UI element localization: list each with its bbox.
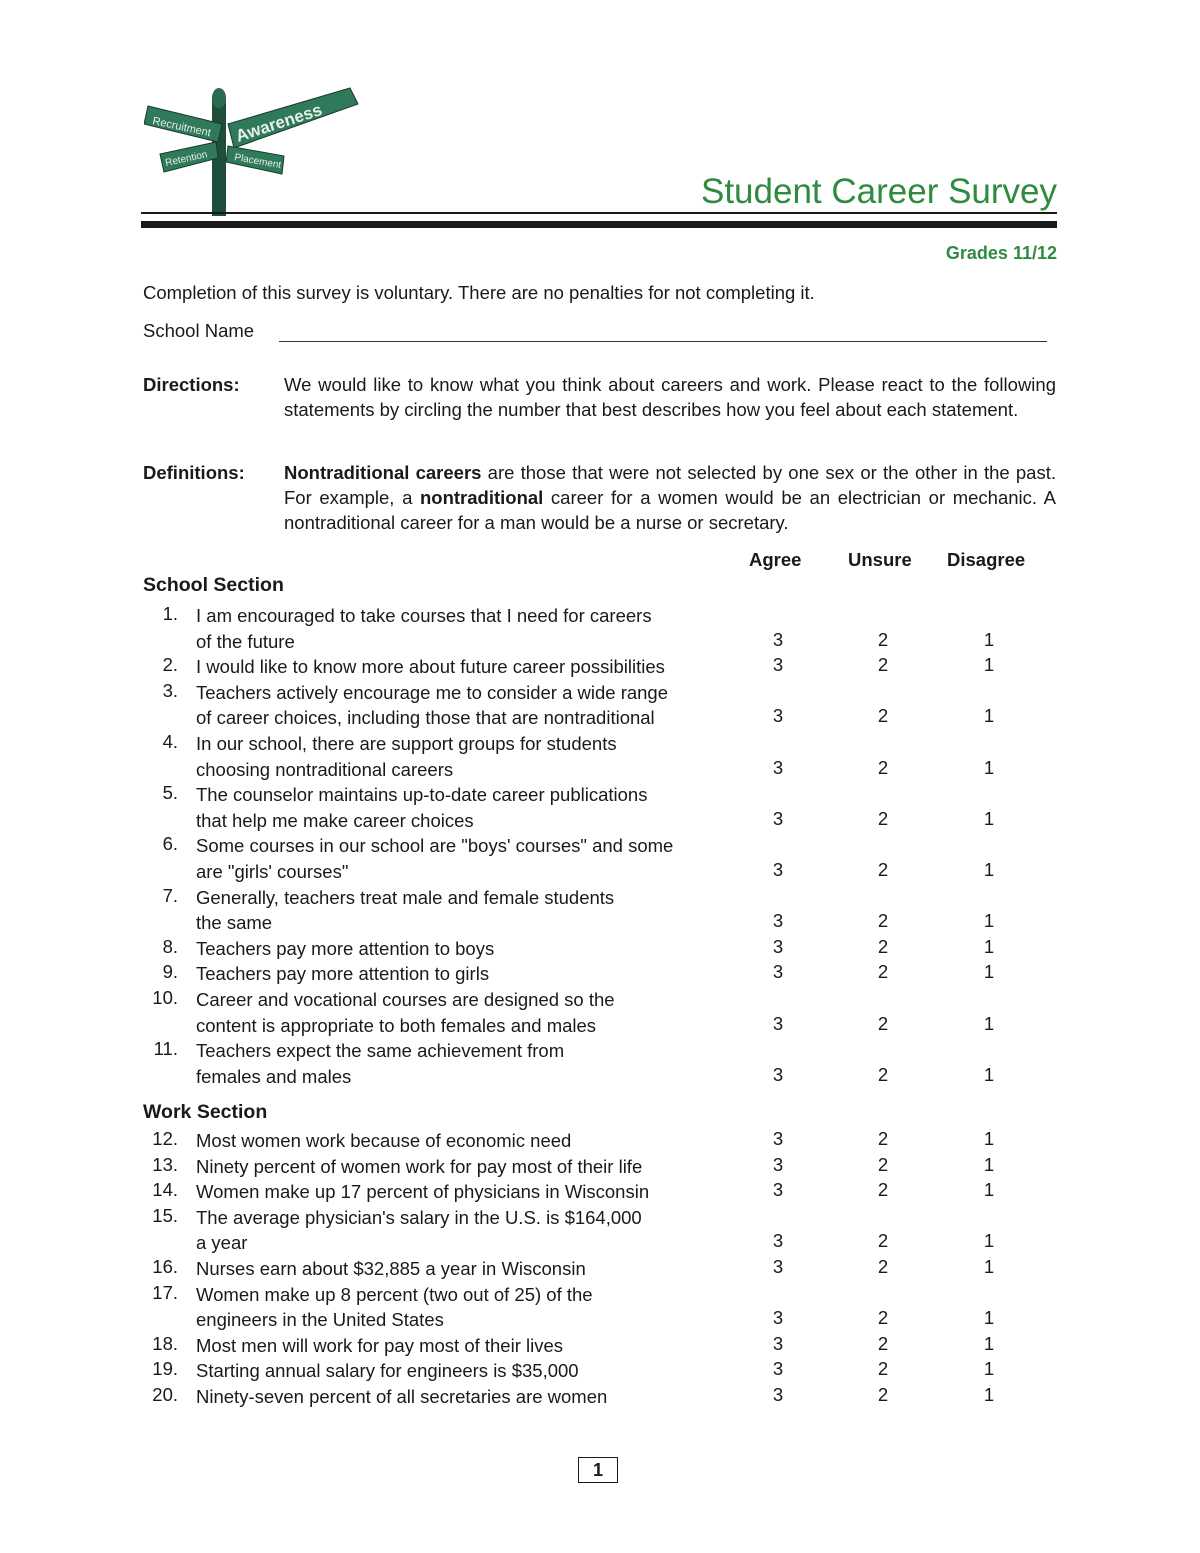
page-title: Student Career Survey bbox=[700, 172, 1057, 211]
sign-recruitment: Recruitment bbox=[151, 115, 212, 140]
rating-unsure[interactable]: 2 bbox=[877, 1063, 889, 1085]
rating-unsure[interactable]: 2 bbox=[877, 1332, 889, 1354]
item-number: 2. bbox=[162, 654, 178, 676]
question-line: Ninety percent of women work for pay most of their life bbox=[196, 1155, 643, 1177]
item-number: 10. bbox=[152, 987, 178, 1008]
intro-text: Completion of this survey is voluntary. There are no penalties for not completing it. bbox=[143, 282, 815, 303]
school-name-field[interactable] bbox=[279, 341, 1047, 342]
question-line: Teachers actively encourage me to consider a wide range bbox=[196, 681, 669, 703]
question-line: are "girls' courses" bbox=[196, 860, 349, 882]
rating-disagree[interactable]: 1 bbox=[983, 705, 995, 727]
rating-disagree[interactable]: 1 bbox=[983, 1230, 995, 1252]
rating-disagree[interactable]: 1 bbox=[983, 1307, 995, 1329]
question-line: of career choices, including those that are nontraditional bbox=[196, 707, 655, 729]
question-line: content is appropriate to both females and males bbox=[196, 1014, 597, 1036]
rating-agree[interactable]: 3 bbox=[772, 1332, 784, 1354]
question-line: Women make up 8 percent (two out of 25) of the bbox=[196, 1283, 593, 1305]
rating-unsure[interactable]: 2 bbox=[877, 1307, 889, 1329]
rating-agree[interactable]: 3 bbox=[772, 1307, 784, 1329]
question-line: the same bbox=[196, 912, 273, 934]
rating-unsure[interactable]: 2 bbox=[877, 1256, 889, 1277]
survey-question bbox=[196, 1205, 642, 1256]
item-number: 9. bbox=[162, 961, 178, 983]
question-line: In our school, there are support groups for students bbox=[196, 733, 617, 754]
grades-label: Grades 11/12 bbox=[945, 243, 1057, 263]
rating-disagree[interactable]: 1 bbox=[983, 1179, 995, 1201]
header-rule-thick bbox=[141, 221, 1057, 228]
rating-disagree[interactable]: 1 bbox=[983, 1128, 995, 1149]
rating-unsure[interactable]: 2 bbox=[877, 807, 889, 829]
rating-unsure[interactable]: 2 bbox=[877, 935, 889, 957]
rating-disagree[interactable]: 1 bbox=[983, 628, 995, 650]
question-line: engineers in the United States bbox=[196, 1309, 444, 1331]
item-number: 18. bbox=[152, 1332, 178, 1354]
rating-disagree[interactable]: 1 bbox=[983, 935, 995, 957]
item-number: 11. bbox=[153, 1038, 178, 1060]
rating-agree[interactable]: 3 bbox=[772, 910, 784, 932]
header-rule-thin bbox=[141, 212, 1057, 214]
question-line: that help me make career choices bbox=[196, 809, 474, 831]
definitions-text-2: career for a women would be an electrician or mechanic. A nontraditional career for a man would be a nurse or secretary. bbox=[284, 487, 1056, 533]
rating-agree[interactable]: 3 bbox=[772, 1012, 784, 1034]
question-line: Starting annual salary for engineers is $35,000 bbox=[196, 1360, 579, 1382]
item-number: 5. bbox=[162, 782, 178, 804]
rating-agree[interactable]: 3 bbox=[772, 1179, 784, 1201]
survey-question bbox=[196, 1384, 607, 1410]
rating-unsure[interactable]: 2 bbox=[877, 961, 889, 983]
school-name-label: School Name bbox=[143, 320, 255, 341]
item-number: 16. bbox=[152, 1256, 178, 1277]
rating-disagree[interactable]: 1 bbox=[983, 910, 995, 932]
item-number: 13. bbox=[152, 1153, 178, 1175]
question-line: choosing nontraditional careers bbox=[196, 758, 454, 780]
rating-agree[interactable]: 3 bbox=[772, 1230, 784, 1252]
rating-disagree[interactable]: 1 bbox=[983, 1358, 995, 1380]
rating-disagree[interactable]: 1 bbox=[983, 807, 995, 829]
rating-agree[interactable]: 3 bbox=[772, 756, 784, 778]
rating-disagree[interactable]: 1 bbox=[983, 756, 995, 778]
question-line: Career and vocational courses are designed so the bbox=[196, 989, 615, 1010]
rating-agree[interactable]: 3 bbox=[772, 961, 784, 983]
rating-unsure[interactable]: 2 bbox=[877, 1153, 889, 1175]
rating-disagree[interactable]: 1 bbox=[983, 961, 995, 983]
sign-placement: Placement bbox=[233, 152, 282, 172]
survey-question bbox=[196, 782, 647, 833]
rating-disagree[interactable]: 1 bbox=[983, 654, 995, 676]
rating-unsure[interactable]: 2 bbox=[877, 1179, 889, 1201]
rating-unsure[interactable]: 2 bbox=[877, 756, 889, 778]
question-line: I am encouraged to take courses that I need for careers bbox=[196, 605, 652, 626]
item-number: 1. bbox=[162, 603, 178, 624]
rating-disagree[interactable]: 1 bbox=[983, 1063, 995, 1085]
question-line: a year bbox=[196, 1232, 248, 1254]
survey-question bbox=[196, 1128, 571, 1154]
rating-unsure[interactable]: 2 bbox=[877, 1384, 889, 1405]
definitions-text bbox=[284, 460, 1056, 535]
definitions-bold-1: Nontraditional careers bbox=[284, 462, 482, 483]
item-number: 17. bbox=[152, 1281, 178, 1303]
school-section-title: School Section bbox=[143, 574, 284, 596]
rating-unsure[interactable]: 2 bbox=[877, 859, 889, 880]
rating-agree[interactable]: 3 bbox=[772, 935, 784, 957]
rating-unsure[interactable]: 2 bbox=[877, 1128, 889, 1149]
definitions-label: Definitions: bbox=[143, 462, 245, 483]
rating-agree[interactable]: 3 bbox=[772, 628, 784, 650]
item-number: 20. bbox=[152, 1384, 178, 1405]
survey-question bbox=[196, 1282, 593, 1333]
sign-retention: Retention bbox=[164, 149, 209, 169]
survey-question bbox=[196, 833, 673, 884]
question-line: Most men will work for pay most of their lives bbox=[196, 1334, 564, 1356]
survey-question bbox=[196, 1358, 579, 1384]
survey-question bbox=[196, 1256, 586, 1282]
item-number: 12. bbox=[152, 1128, 178, 1149]
item-number: 19. bbox=[152, 1358, 178, 1380]
survey-question bbox=[196, 936, 494, 962]
rating-agree[interactable]: 3 bbox=[772, 1358, 784, 1380]
rating-unsure[interactable]: 2 bbox=[877, 654, 889, 676]
question-line: of the future bbox=[196, 630, 295, 652]
rating-disagree[interactable]: 1 bbox=[983, 1012, 995, 1034]
question-line: Teachers pay more attention to girls bbox=[196, 963, 490, 985]
rating-disagree[interactable]: 1 bbox=[983, 1256, 995, 1277]
question-line: Ninety-seven percent of all secretaries are women bbox=[196, 1386, 608, 1407]
definitions-text-1: are those that were not selected by one sex or the other in the past. For example, a bbox=[284, 462, 1056, 508]
question-line: Most women work because of economic need bbox=[196, 1130, 572, 1151]
rating-agree[interactable]: 3 bbox=[772, 1063, 784, 1085]
rating-unsure[interactable]: 2 bbox=[877, 628, 889, 650]
question-line: I would like to know more about future career possibilities bbox=[196, 656, 665, 678]
column-unsure: Unsure bbox=[848, 549, 912, 570]
rating-unsure[interactable]: 2 bbox=[877, 1012, 889, 1034]
item-number: 7. bbox=[162, 884, 178, 906]
rating-agree[interactable]: 3 bbox=[772, 1153, 784, 1175]
question-line: The counselor maintains up-to-date career publications bbox=[196, 784, 648, 806]
item-number: 8. bbox=[162, 935, 178, 957]
question-line: Women make up 17 percent of physicians in Wisconsin bbox=[196, 1181, 650, 1203]
survey-question bbox=[196, 603, 652, 654]
question-line: Nurses earn about $32,885 a year in Wisconsin bbox=[196, 1258, 586, 1279]
rating-unsure[interactable]: 2 bbox=[877, 1358, 889, 1380]
rating-disagree[interactable]: 1 bbox=[983, 859, 995, 880]
rating-unsure[interactable]: 2 bbox=[877, 1230, 889, 1252]
rating-agree[interactable]: 3 bbox=[772, 807, 784, 829]
survey-question bbox=[196, 654, 665, 680]
survey-question bbox=[196, 961, 489, 987]
rating-agree[interactable]: 3 bbox=[772, 654, 784, 676]
item-number: 6. bbox=[162, 833, 178, 855]
survey-question bbox=[196, 885, 614, 936]
question-line: Some courses in our school are "boys' courses" and some bbox=[196, 835, 674, 857]
item-number: 3. bbox=[162, 679, 178, 701]
work-section-title: Work Section bbox=[143, 1101, 268, 1123]
survey-question bbox=[196, 1154, 642, 1180]
question-line: females and males bbox=[196, 1065, 352, 1087]
definitions-bold-2: nontraditional bbox=[419, 487, 544, 508]
item-number: 14. bbox=[152, 1179, 178, 1201]
survey-question bbox=[196, 1038, 564, 1089]
item-number: 4. bbox=[162, 731, 178, 752]
question-line: Teachers pay more attention to boys bbox=[196, 937, 495, 959]
question-line: Teachers expect the same achievement from bbox=[196, 1040, 565, 1062]
question-line: Generally, teachers treat male and female students bbox=[196, 886, 615, 908]
directions-text: We would like to know what you think about careers and work. Please react to the following statements by circling the number that best describes how you feel about each statement. bbox=[284, 374, 1056, 420]
survey-question bbox=[196, 1333, 563, 1359]
rating-disagree[interactable]: 1 bbox=[983, 1332, 995, 1354]
rating-disagree[interactable]: 1 bbox=[983, 1384, 995, 1405]
question-line: The average physician's salary in the U.S. is $164,000 bbox=[196, 1206, 642, 1228]
signpost-logo bbox=[144, 84, 364, 216]
rating-unsure[interactable]: 2 bbox=[877, 705, 889, 727]
rating-unsure[interactable]: 2 bbox=[877, 910, 889, 932]
survey-question bbox=[196, 680, 668, 731]
directions-label: Directions: bbox=[143, 374, 240, 395]
rating-agree[interactable]: 3 bbox=[772, 859, 784, 880]
rating-agree[interactable]: 3 bbox=[772, 705, 784, 727]
survey-question bbox=[196, 987, 615, 1038]
sign-awareness: Awareness bbox=[233, 100, 325, 146]
page-number: 1 bbox=[578, 1457, 618, 1483]
rating-agree[interactable]: 3 bbox=[772, 1256, 784, 1277]
rating-agree[interactable]: 3 bbox=[772, 1384, 784, 1405]
survey-question bbox=[196, 731, 617, 782]
rating-agree[interactable]: 3 bbox=[772, 1128, 784, 1149]
rating-disagree[interactable]: 1 bbox=[983, 1153, 995, 1175]
item-number: 15. bbox=[152, 1204, 178, 1226]
survey-question bbox=[196, 1179, 649, 1205]
column-disagree: Disagree bbox=[947, 549, 1026, 570]
column-agree: Agree bbox=[749, 549, 802, 570]
